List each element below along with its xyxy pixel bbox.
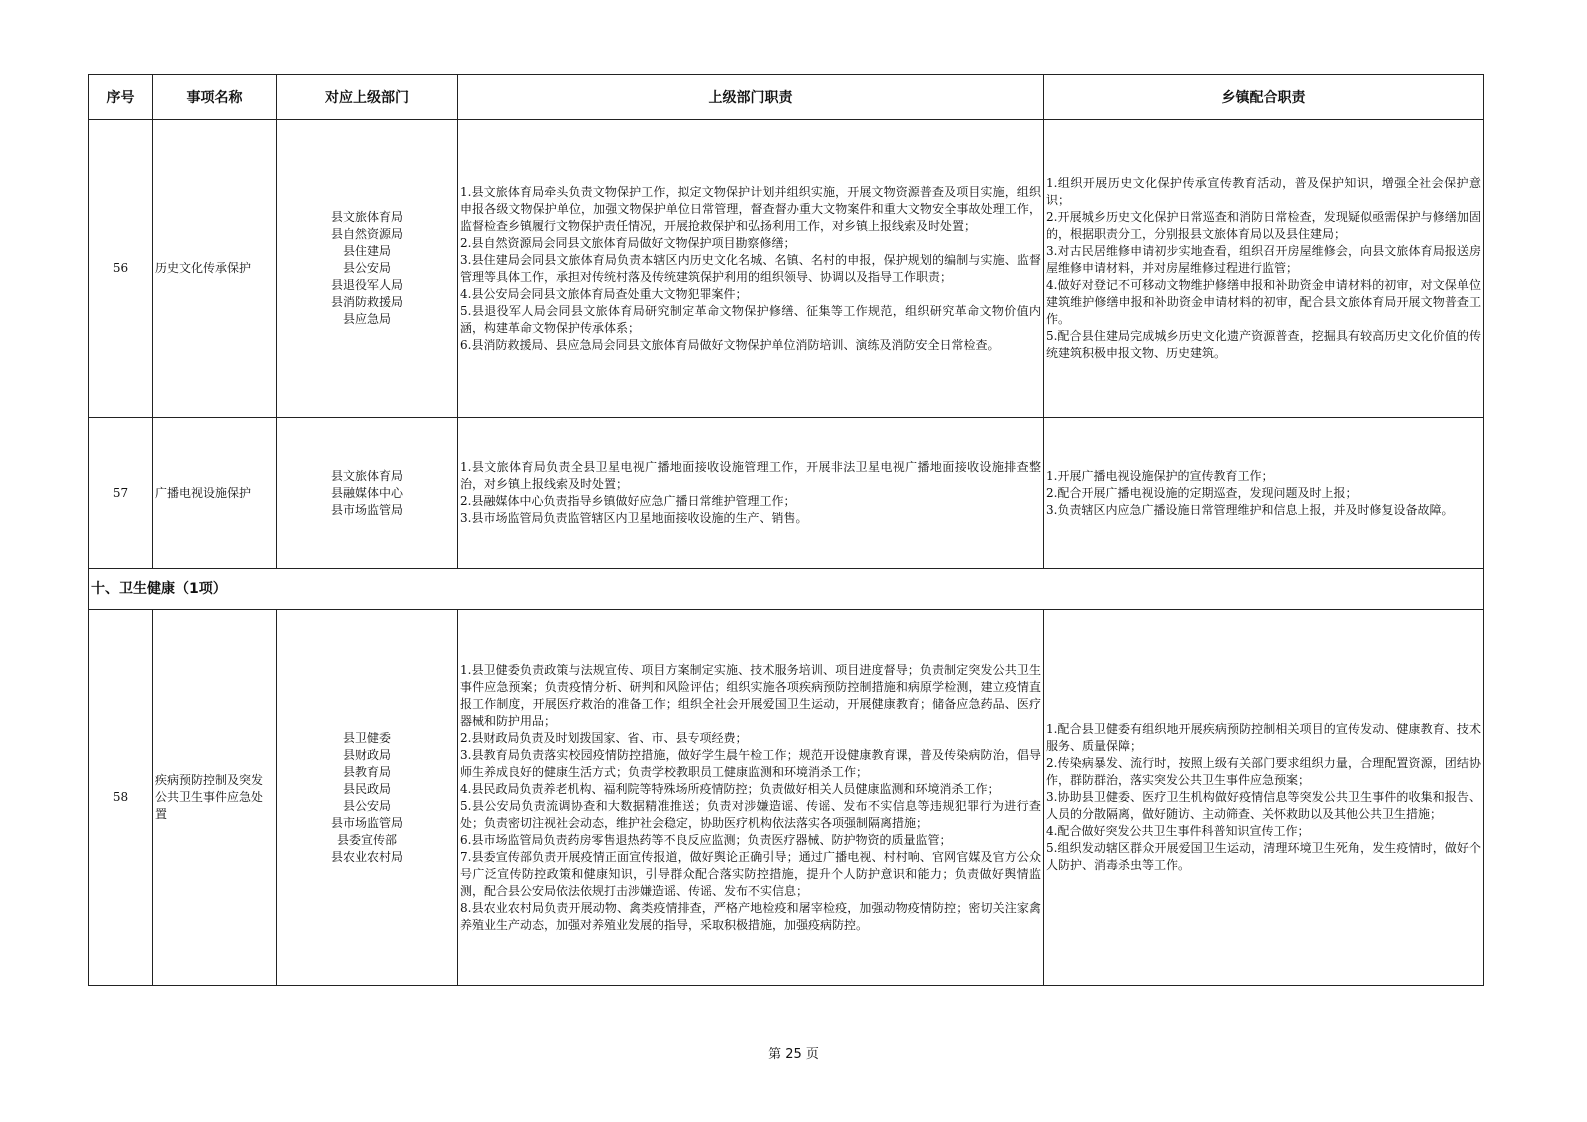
list-item: 县委宣传部 [336, 832, 397, 847]
list-item: 3.县教育局负责落实校园疫情防控措施，做好学生晨午检工作；规范开设健康教育课，普及传染病防治，倡导师生养成良好的健康生活方式；负责学校教职员工健康监测和环境消杀工作； [460, 747, 1041, 779]
list-item: 县公安局 [342, 261, 391, 275]
list-item: 1.县文旅体育局牵头负责文物保护工作，拟定文物保护计划并组织实施，开展文物资源普查及项目实施，组织申报各级文物保护单位，加强文物保护单位日常管理，督查督办重大文物案件和重大文物安全事故处理工作，监督检查乡镇履行文物保护责任情况，开展抢救保护和弘扬利用工作，对乡镇上报线索及时处置； [460, 184, 1041, 233]
list-item: 县市场监管局 [330, 502, 403, 517]
list-item: 8.县农业农村局负责开展动物、禽类疫情排查，严格产地检疫和屠宰检疫，加强动物疫情防控；密切关注家禽养殖业生产动态，加强对养殖业发展的指导，采取积极措施，加强疫病防控。 [460, 900, 1041, 932]
header-upper-duty: 上级部门职责 [458, 75, 1044, 120]
list-item: 县自然资源局 [330, 227, 403, 241]
list-item: 县农业农村局 [330, 849, 403, 864]
list-item: 县卫健委 [342, 730, 391, 745]
row-upper-duty [458, 418, 1044, 569]
list-item: 2.配合开展广播电视设施的定期巡查，发现问题及时上报； [1046, 485, 1358, 500]
list-item: 4.配合做好突发公共卫生事件科普知识宣传工作； [1046, 824, 1310, 838]
row-depts [277, 418, 458, 569]
table-row [89, 120, 1484, 418]
list-item: 6.县市场监管局负责药房零售退热药等不良反应监测；负责医疗器械、防护物资的质量监管； [460, 832, 952, 847]
list-item: 1.县文旅体育局负责全县卫星电视广播地面接收设施管理工作，开展非法卫星电视广播地面接收设施排查整治，对乡镇上报线索及时处置； [460, 460, 1041, 491]
list-item: 2.县融媒体中心负责指导乡镇做好应急广播日常维护管理工作； [460, 494, 796, 508]
section-row [89, 569, 1484, 610]
row-num: 58 [89, 610, 153, 986]
list-item: 3.对古民居维修申请初步实地查看，组织召开房屋维修会，向县文旅体育局报送房屋维修申请材料，并对房屋维修过程进行监管； [1046, 244, 1481, 275]
list-item: 2.县自然资源局会同县文旅体育局做好文物保护项目勘察修缮； [460, 235, 796, 250]
list-item: 4.县民政局负责养老机构、福利院等特殊场所疫情防控；负责做好相关人员健康监测和环境消杀工作； [460, 781, 1000, 796]
row-num: 57 [89, 418, 153, 569]
list-item: 5.配合县住建局完成城乡历史文化遗产资源普查，挖掘具有较高历史文化价值的传统建筑积极申报文物、历史建筑。 [1046, 329, 1481, 360]
row-depts [277, 610, 458, 986]
table-row [89, 418, 1484, 569]
list-item: 1.开展广播电视设施保护的宣传教育工作； [1046, 468, 1274, 483]
list-item: 县应急局 [342, 312, 391, 326]
row-name: 疾病预防控制及突发公共卫生事件应急处置 [153, 610, 277, 986]
list-item: 1.组织开展历史文化保护传承宣传教育活动，普及保护知识，增强全社会保护意识； [1046, 176, 1481, 207]
header-dept: 对应上级部门 [277, 75, 458, 120]
list-item: 县文旅体育局 [330, 468, 403, 483]
list-item: 5.县公安局负责流调协查和大数据精准推送；负责对涉嫌造谣、传谣、发布不实信息等违规犯罪行为进行查处；负责密切注视社会动态，维护社会稳定，协助医疗机构依法落实各项强制隔离措施； [460, 798, 1041, 830]
list-item: 4.县公安局会同县文旅体育局查处重大文物犯罪案件； [460, 286, 748, 301]
header-town-duty: 乡镇配合职责 [1044, 75, 1484, 120]
list-item: 县融媒体中心 [330, 485, 403, 500]
table-row [89, 610, 1484, 986]
row-name: 广播电视设施保护 [153, 418, 277, 569]
header-row [89, 75, 1484, 120]
list-item: 3.负责辖区内应急广播设施日常管理维护和信息上报，并及时修复设备故障。 [1046, 502, 1454, 517]
list-item: 1.县卫健委负责政策与法规宣传、项目方案制定实施、技术服务培训、项目进度督导；负责制定突发公共卫生事件应急预案；负责疫情分析、研判和风险评估；组织实施各项疾病预防控制措施和病原学检测，建立疫情直报工作制度，开展医疗救治的准备工作；组织全社会开展爱国卫生运动，开展健康教育；储备应急药品、医疗器械和防护用品； [460, 662, 1041, 728]
list-item: 2.开展城乡历史文化保护日常巡查和消防日常检查，发现疑似亟需保护与修缮加固的，根据职责分工，分别报县文旅体育局以及县住建局； [1046, 210, 1481, 241]
row-town-duty [1044, 120, 1484, 418]
list-item: 3.县住建局会同县文旅体育局负责本辖区内历史文化名城、名镇、名村的申报，保护规划的编制与实施、监督管理等具体工作，承担对传统村落及传统建筑保护利用的组织领导、协调以及指导工作职责； [460, 252, 1041, 284]
row-name: 历史文化传承保护 [153, 120, 277, 418]
list-item: 1.配合县卫健委有组织地开展疾病预防控制相关项目的宣传发动、健康教育、技术服务、质量保障； [1046, 722, 1481, 753]
row-num: 56 [89, 120, 153, 418]
list-item: 4.做好对登记不可移动文物维护修缮申报和补助资金申请材料的初审，对文保单位建筑维护修缮申报和补助资金申请材料的初审，配合县文旅体育局开展文物普查工作。 [1046, 278, 1481, 326]
list-item: 5.组织发动辖区群众开展爱国卫生运动，清理环境卫生死角，发生疫情时，做好个人防护、消毒杀虫等工作。 [1046, 841, 1481, 872]
list-item: 县财政局 [342, 747, 391, 762]
row-upper-duty [458, 120, 1044, 418]
list-item: 6.县消防救援局、县应急局会同县文旅体育局做好文物保护单位消防培训、演练及消防安全日常检查。 [460, 337, 1000, 352]
list-item: 3.协助县卫健委、医疗卫生机构做好疫情信息等突发公共卫生事件的收集和报告、人员的分散隔离，做好随访、主动筛查、关怀救助以及其他公共卫生措施； [1046, 790, 1481, 821]
row-upper-duty [458, 610, 1044, 986]
list-item: 5.县退役军人局会同县文旅体育局研究制定革命文物保护修缮、征集等工作规范，组织研究革命文物价值内涵，构建革命文物保护传承体系； [460, 303, 1041, 335]
list-item: 县教育局 [342, 764, 391, 779]
row-town-duty [1044, 418, 1484, 569]
list-item: 县市场监管局 [330, 815, 403, 830]
list-item: 7.县委宣传部负责开展疫情正面宣传报道，做好舆论正确引导；通过广播电视、村村响、官网官媒及官方公众号广泛宣传防控政策和健康知识，引导群众配合落实防控措施，提升个人防护意识和能力；负责做好舆情监测，配合县公安局依法依规打击涉嫌造谣、传谣、发布不实信息； [460, 849, 1041, 898]
list-item: 3.县市场监管局负责监管辖区内卫星地面接收设施的生产、销售。 [460, 511, 808, 525]
list-item: 县民政局 [342, 781, 391, 796]
row-town-duty [1044, 610, 1484, 986]
section-title: 十、卫生健康（1项） [89, 569, 1484, 610]
header-name: 事项名称 [153, 75, 277, 120]
header-num: 序号 [89, 75, 153, 120]
list-item: 县消防救援局 [330, 295, 403, 309]
list-item: 县文旅体育局 [330, 210, 403, 224]
list-item: 县住建局 [342, 244, 391, 258]
list-item: 2.县财政局负责及时划拨国家、省、市、县专项经费； [460, 730, 748, 745]
list-item: 县退役军人局 [330, 278, 403, 292]
page-number: 第 25 页 [768, 1047, 819, 1062]
list-item: 2.传染病暴发、流行时，按照上级有关部门要求组织力量，合理配置资源，团结协作，群防群治，落实突发公共卫生事件应急预案； [1046, 756, 1481, 787]
responsibility-table [88, 74, 1484, 986]
list-item: 县公安局 [342, 798, 391, 813]
row-depts [277, 120, 458, 418]
